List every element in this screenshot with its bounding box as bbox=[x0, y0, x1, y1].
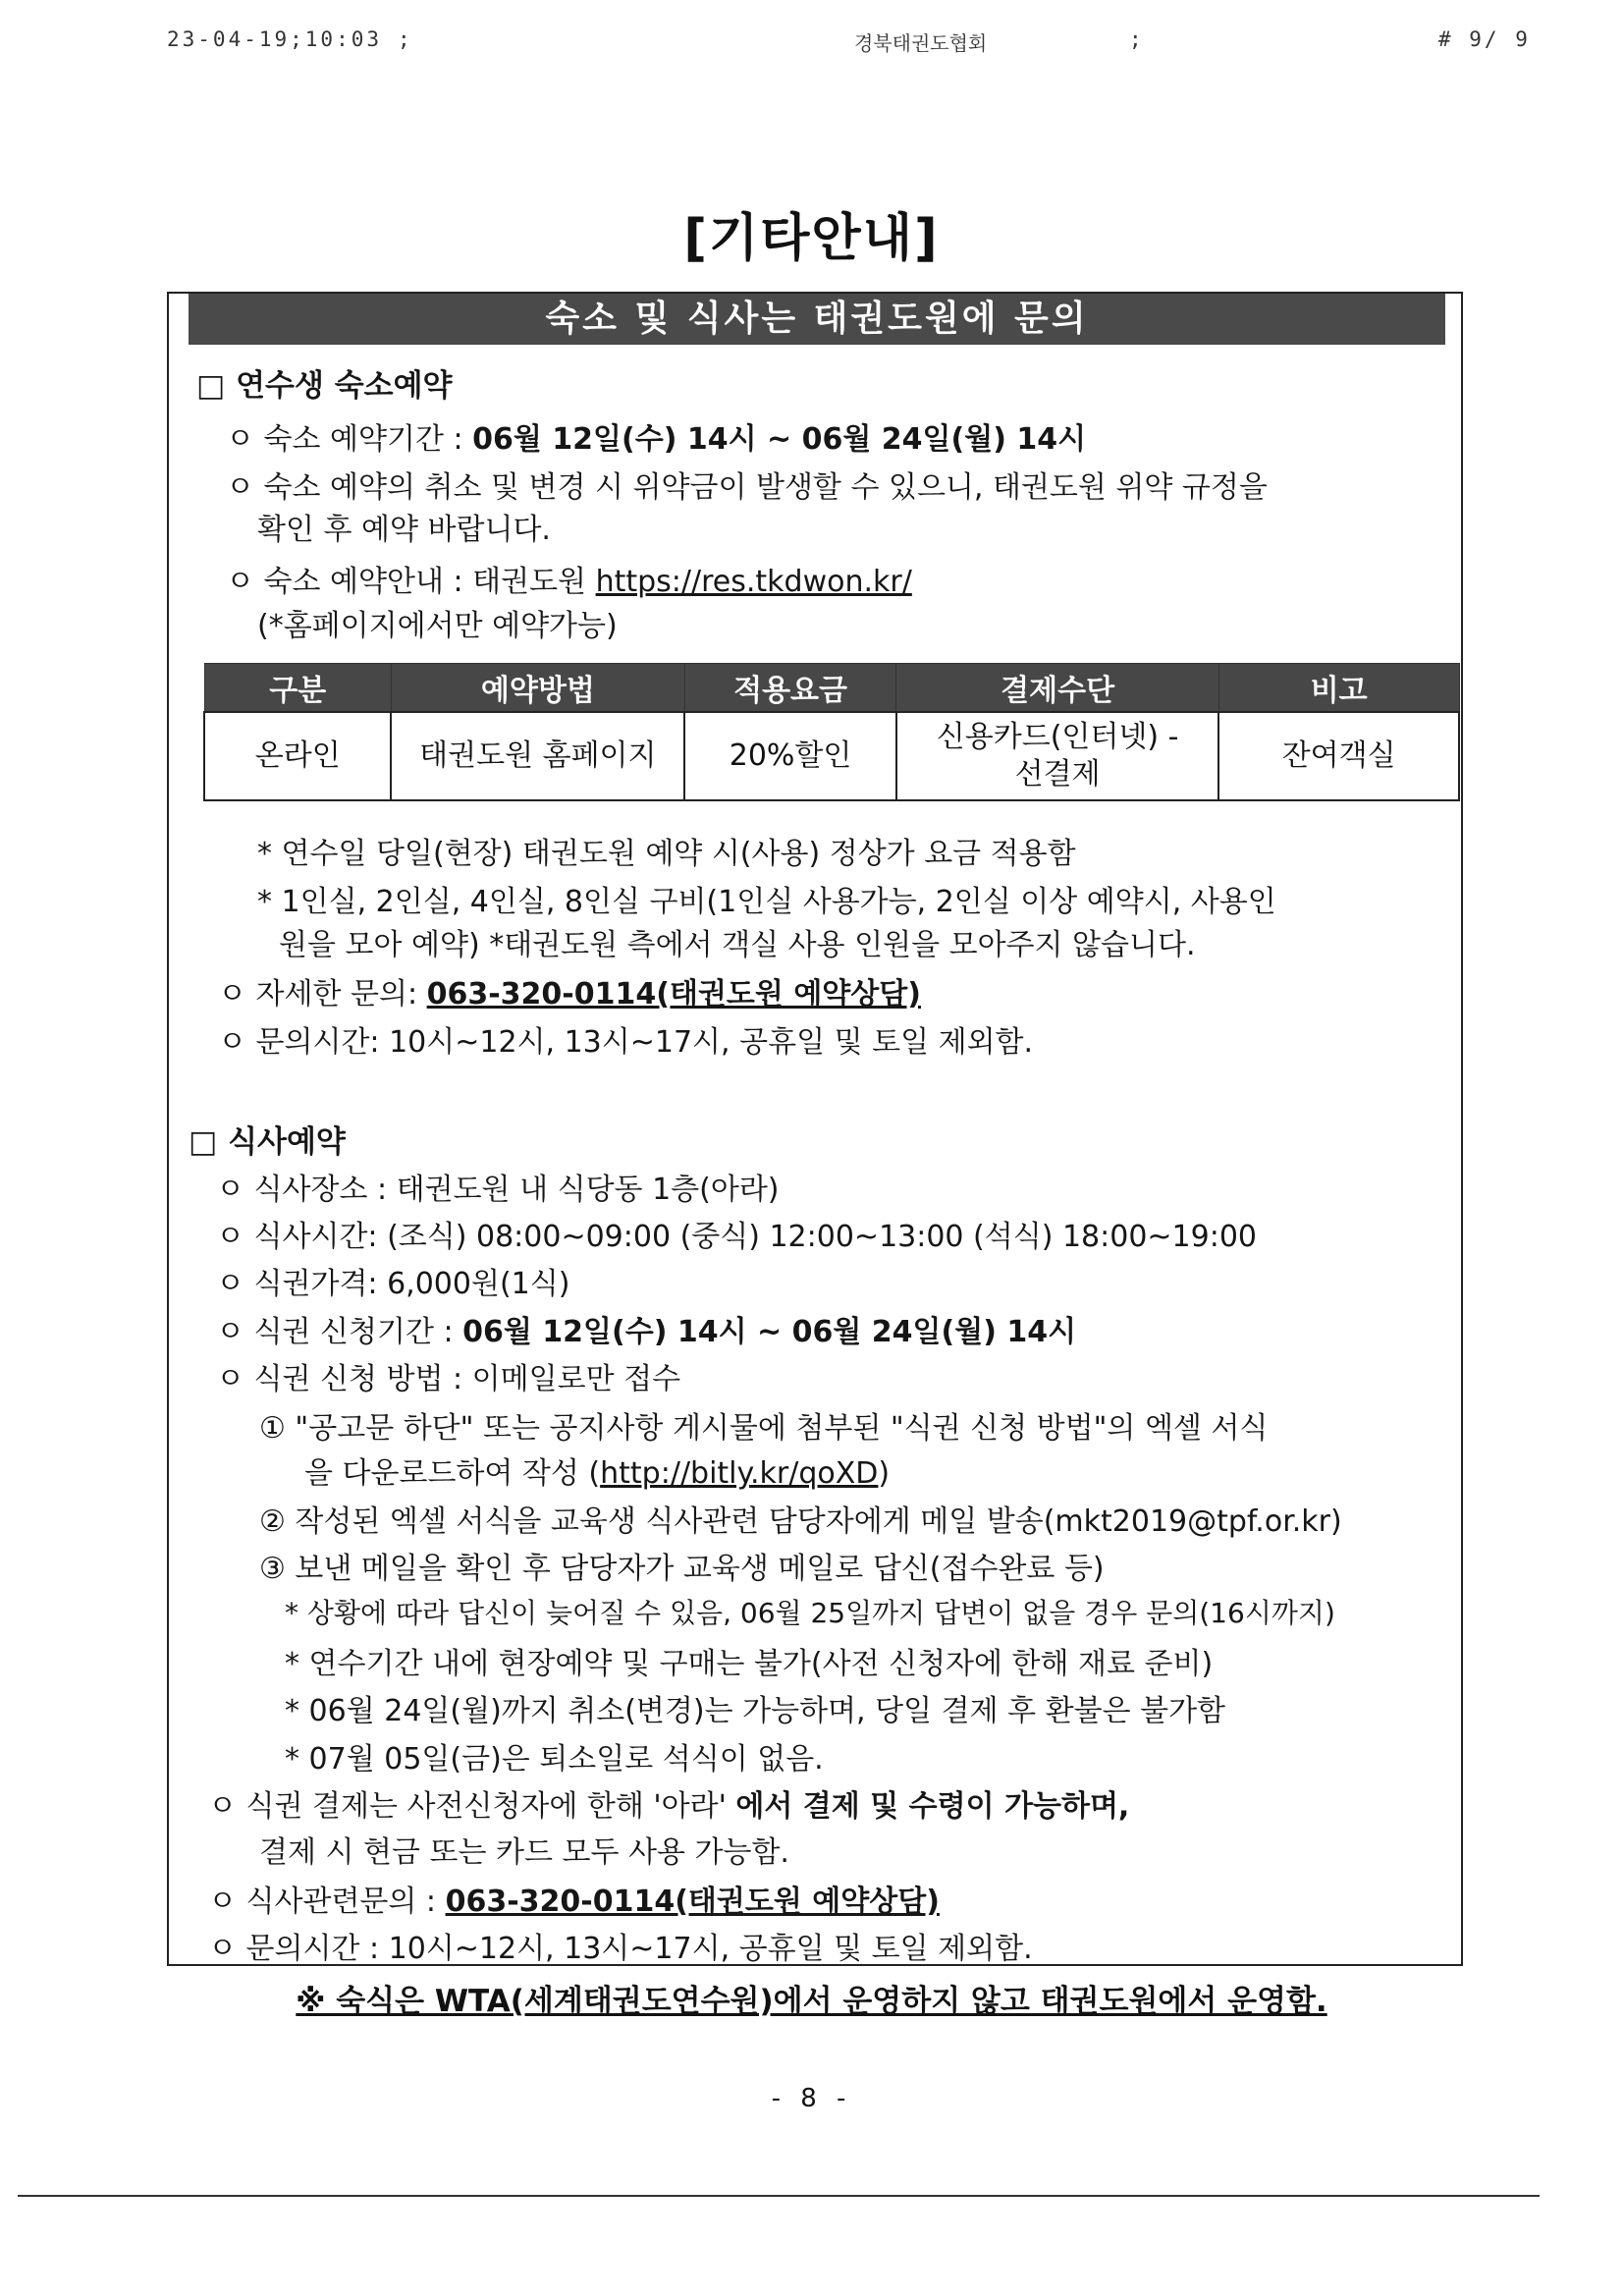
lodging-guide bbox=[226, 557, 912, 600]
meal-note: * 상황에 따라 답신이 늦어질 수 있음, 06월 25일까지 답변이 없을 경우 문의(16시까지) bbox=[285, 1597, 1335, 1629]
footer-note: ※ 숙식은 WTA(세계태권도연수원)에서 운영하지 않고 태권도원에서 운영함. bbox=[296, 1984, 1327, 2019]
meal-contact-label: ㅇ 식사관련문의 : bbox=[208, 1885, 446, 1919]
lodging-cancel-line: 확인 후 예약 바랍니다. bbox=[257, 513, 551, 547]
meal-step-text: 을 다운로드하여 작성 ( bbox=[304, 1456, 601, 1491]
meal-step: ② 작성된 엑셀 서식을 교육생 식사관련 담당자에게 메일 발송(mkt2019@tpf.or.kr) bbox=[259, 1504, 1342, 1539]
meal-method: ㅇ 식권 신청 방법 : 이메일로만 접수 bbox=[216, 1362, 681, 1396]
section-banner: 숙소 및 식사는 태권도원에 문의 bbox=[189, 294, 1445, 345]
meal-contact-value: 063-320-0114(태권도원 예약상담) bbox=[445, 1885, 940, 1919]
lodging-contact-label: ㅇ 자세한 문의: bbox=[218, 977, 427, 1011]
table-header-row bbox=[204, 664, 1459, 713]
meal-step: ① "공고문 하단" 또는 공지사항 게시물에 첨부된 "식권 신청 방법"의 엑셀 서식 bbox=[259, 1411, 1269, 1446]
lodging-cancel-line: ㅇ 숙소 예약의 취소 및 변경 시 위약금이 발생할 수 있으니, 태권도원 위약 규정을 bbox=[226, 470, 1268, 505]
table-cell: 온라인 bbox=[204, 712, 391, 800]
meal-contact bbox=[208, 1877, 940, 1920]
lodging-contact-value: 063-320-0114(태권도원 예약상담) bbox=[426, 977, 921, 1011]
lodging-guide-label: ㅇ 숙소 예약안내 : 태권도원 bbox=[226, 565, 596, 599]
lodging-guide-note: (*홈페이지에서만 예약가능) bbox=[257, 609, 618, 643]
fax-separator: ; bbox=[1129, 27, 1145, 51]
fax-separator: ; bbox=[398, 27, 413, 51]
table-header: 예약방법 bbox=[391, 664, 684, 713]
meal-step-text: ) bbox=[878, 1456, 891, 1491]
fax-page-count: # 9/ 9 bbox=[1438, 27, 1531, 51]
lodging-contact bbox=[218, 969, 921, 1012]
lodging-note: 원을 모아 예약) *태권도원 측에서 객실 사용 인원을 모아주지 않습니다. bbox=[279, 928, 1196, 962]
lodging-note: * 연수일 당일(현장) 태권도원 예약 시(사용) 정상가 요금 적용함 bbox=[257, 837, 1076, 871]
page-title: [기타안내] bbox=[683, 209, 940, 268]
meal-note: * 07월 05일(금)은 퇴소일로 석식이 없음. bbox=[285, 1742, 824, 1777]
lodging-note: * 1인실, 2인실, 4인실, 8인실 구비(1인실 사용가능, 2인실 이상 예약시, 사용인 bbox=[257, 885, 1276, 919]
lodging-period bbox=[226, 414, 1086, 458]
table-row bbox=[204, 712, 1459, 800]
table-cell bbox=[896, 712, 1218, 800]
lodging-period-label: ㅇ 숙소 예약기간 : bbox=[226, 422, 473, 457]
fax-sender-org: 경북태권도협회 bbox=[854, 31, 988, 55]
lodging-period-value: 06월 12일(수) 14시 ~ 06월 24일(월) 14시 bbox=[472, 422, 1087, 457]
meal-payment: 결제 시 현금 또는 카드 모두 사용 가능함. bbox=[259, 1835, 789, 1870]
lodging-hours: ㅇ 문의시간: 10시~12시, 13시~17시, 공휴일 및 토일 제외함. bbox=[218, 1025, 1034, 1060]
payment-line: 선결제 bbox=[1014, 757, 1101, 792]
meal-payment bbox=[208, 1781, 1129, 1825]
meal-payment-text: ㅇ 식권 결제는 사전신청자에 한해 '아라' bbox=[208, 1789, 736, 1824]
fax-datetime: 23-04-19;10:03 bbox=[167, 27, 383, 51]
table-header: 적용요금 bbox=[684, 664, 896, 713]
bottom-divider bbox=[18, 2195, 1540, 2197]
meal-payment-text: 에서 결제 및 수령이 가능하며, bbox=[735, 1789, 1130, 1824]
bitly-link[interactable]: http://bitly.kr/qoXD bbox=[600, 1456, 879, 1491]
table-header: 비고 bbox=[1218, 664, 1459, 713]
table-header: 구분 bbox=[204, 664, 391, 713]
meal-note: * 연수기간 내에 현장예약 및 구매는 불가(사전 신청자에 한해 재료 준비) bbox=[285, 1647, 1214, 1681]
table-cell: 태권도원 홈페이지 bbox=[391, 712, 684, 800]
meal-times: ㅇ 식사시간: (조식) 08:00~09:00 (중식) 12:00~13:00 (석식) 18:00~19:00 bbox=[216, 1220, 1258, 1254]
table-cell: 잔여객실 bbox=[1218, 712, 1459, 800]
payment-line: 신용카드(인터넷) - bbox=[936, 720, 1179, 754]
meal-hours: ㅇ 문의시간 : 10시~12시, 13시~17시, 공휴일 및 토일 제외함. bbox=[208, 1932, 1033, 1966]
lodging-url-link[interactable]: https://res.tkdwon.kr/ bbox=[595, 565, 912, 599]
page-number: - 8 - bbox=[771, 2084, 852, 2113]
meal-step bbox=[304, 1449, 890, 1492]
table-cell: 20%할인 bbox=[684, 712, 896, 800]
reservation-table bbox=[203, 663, 1460, 801]
meal-place: ㅇ 식사장소 : 태권도원 내 식당동 1층(아라) bbox=[216, 1173, 780, 1207]
meal-period-value: 06월 12일(수) 14시 ~ 06월 24일(월) 14시 bbox=[462, 1315, 1077, 1349]
meal-heading: □ 식사예약 bbox=[189, 1124, 346, 1160]
meal-period-label: ㅇ 식권 신청기간 : bbox=[216, 1315, 463, 1349]
meal-step: ③ 보낸 메일을 확인 후 담당자가 교육생 메일로 답신(접수완료 등) bbox=[259, 1552, 1105, 1586]
meal-price: ㅇ 식권가격: 6,000원(1식) bbox=[216, 1267, 570, 1301]
meal-period bbox=[216, 1307, 1076, 1350]
meal-note: * 06월 24일(월)까지 취소(변경)는 가능하며, 당일 결제 후 환불은 불가함 bbox=[285, 1694, 1226, 1728]
table-header: 결제수단 bbox=[896, 664, 1218, 713]
lodging-heading: □ 연수생 숙소예약 bbox=[196, 368, 453, 404]
info-box bbox=[167, 292, 1463, 1966]
